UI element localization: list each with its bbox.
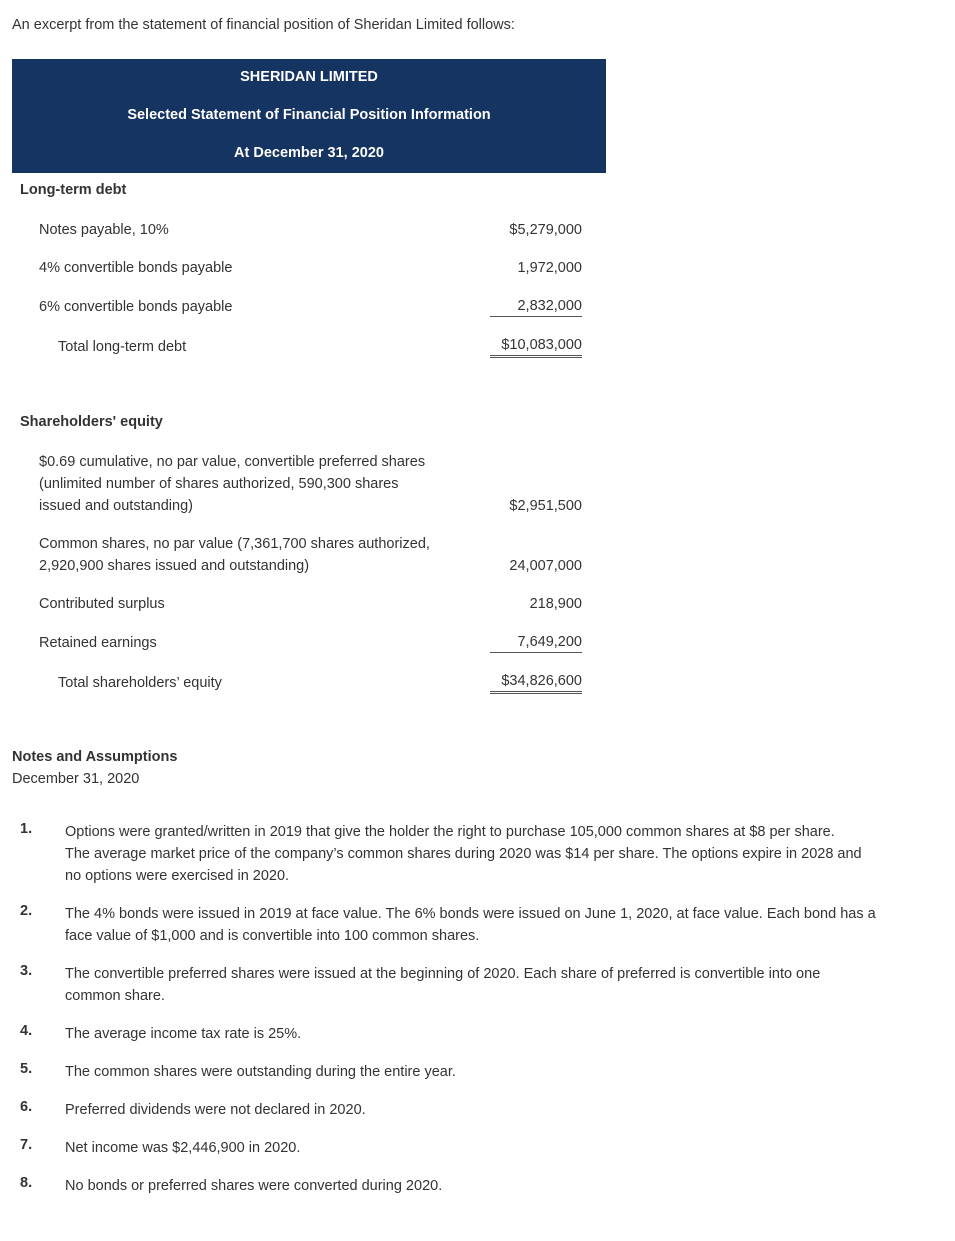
long-term-debt-heading: Long-term debt [20,182,127,198]
equity-heading: Shareholders' equity [20,414,163,430]
equity-item-amount: 218,900 [529,596,582,612]
ltd-item-amount: 1,972,000 [517,260,582,276]
equity-item-amount: 24,007,000 [509,558,582,574]
equity-item-label: $0.69 cumulative, no par value, convertible preferred shares (unlimited number of shares authorized, 590,300 shares issued and outstanding) [39,454,426,514]
ltd-item-label: 6% convertible bonds payable [39,299,233,315]
note-number: 1. [20,821,33,837]
note-number: 5. [20,1061,33,1077]
equity-item-amount: $2,951,500 [509,498,582,514]
note-text: No bonds or preferred shares were converted during 2020. [65,1178,443,1194]
statement-date: At December 31, 2020 [234,145,384,161]
notes-date: December 31, 2020 [12,771,140,787]
note-number: 2. [20,903,33,919]
statement-header [12,59,606,173]
note-number: 8. [20,1175,33,1191]
note-number: 4. [20,1023,33,1039]
note-text: Net income was $2,446,900 in 2020. [65,1140,301,1156]
company-name: SHERIDAN LIMITED [240,69,378,85]
ltd-total-amount: $10,083,000 [490,335,582,358]
ltd-item-amount: $5,279,000 [509,222,582,238]
note-number: 6. [20,1099,33,1115]
note-text: The 4% bonds were issued in 2019 at face value. The 6% bonds were issued on June 1, 2020, at face value. Each bond has a face value of $1,000 and is convertible into 100 common shares. [65,906,876,944]
equity-total-amount: $34,826,600 [490,671,582,694]
equity-item-amount: 7,649,200 [490,632,582,653]
ltd-total-label: Total long-term debt [58,339,187,355]
equity-item-label: Common shares, no par value (7,361,700 shares authorized, 2,920,900 shares issued and outstanding) [39,536,430,574]
equity-total-label: Total shareholders’ equity [58,675,222,691]
ltd-item-amount: 2,832,000 [490,296,582,317]
note-text: Preferred dividends were not declared in 2020. [65,1102,366,1118]
intro-text: An excerpt from the statement of financial position of Sheridan Limited follows: [12,17,515,33]
notes-heading: Notes and Assumptions [12,749,178,765]
note-text: Options were granted/written in 2019 that give the holder the right to purchase 105,000 common shares at $8 per share. The average market price of the company’s common shares during 2020 was $14 per share. The options expire in 2028 and no options were exercised in 2020. [65,824,862,884]
ltd-item-label: 4% convertible bonds payable [39,260,233,276]
statement-title: Selected Statement of Financial Position Information [127,107,491,123]
equity-item-label: Retained earnings [39,635,157,651]
equity-item-label: Contributed surplus [39,596,165,612]
note-text: The convertible preferred shares were issued at the beginning of 2020. Each share of preferred is convertible into one common share. [65,966,821,1004]
note-number: 7. [20,1137,33,1153]
note-number: 3. [20,963,33,979]
ltd-item-label: Notes payable, 10% [39,222,169,238]
note-text: The average income tax rate is 25%. [65,1026,302,1042]
note-text: The common shares were outstanding during the entire year. [65,1064,456,1080]
